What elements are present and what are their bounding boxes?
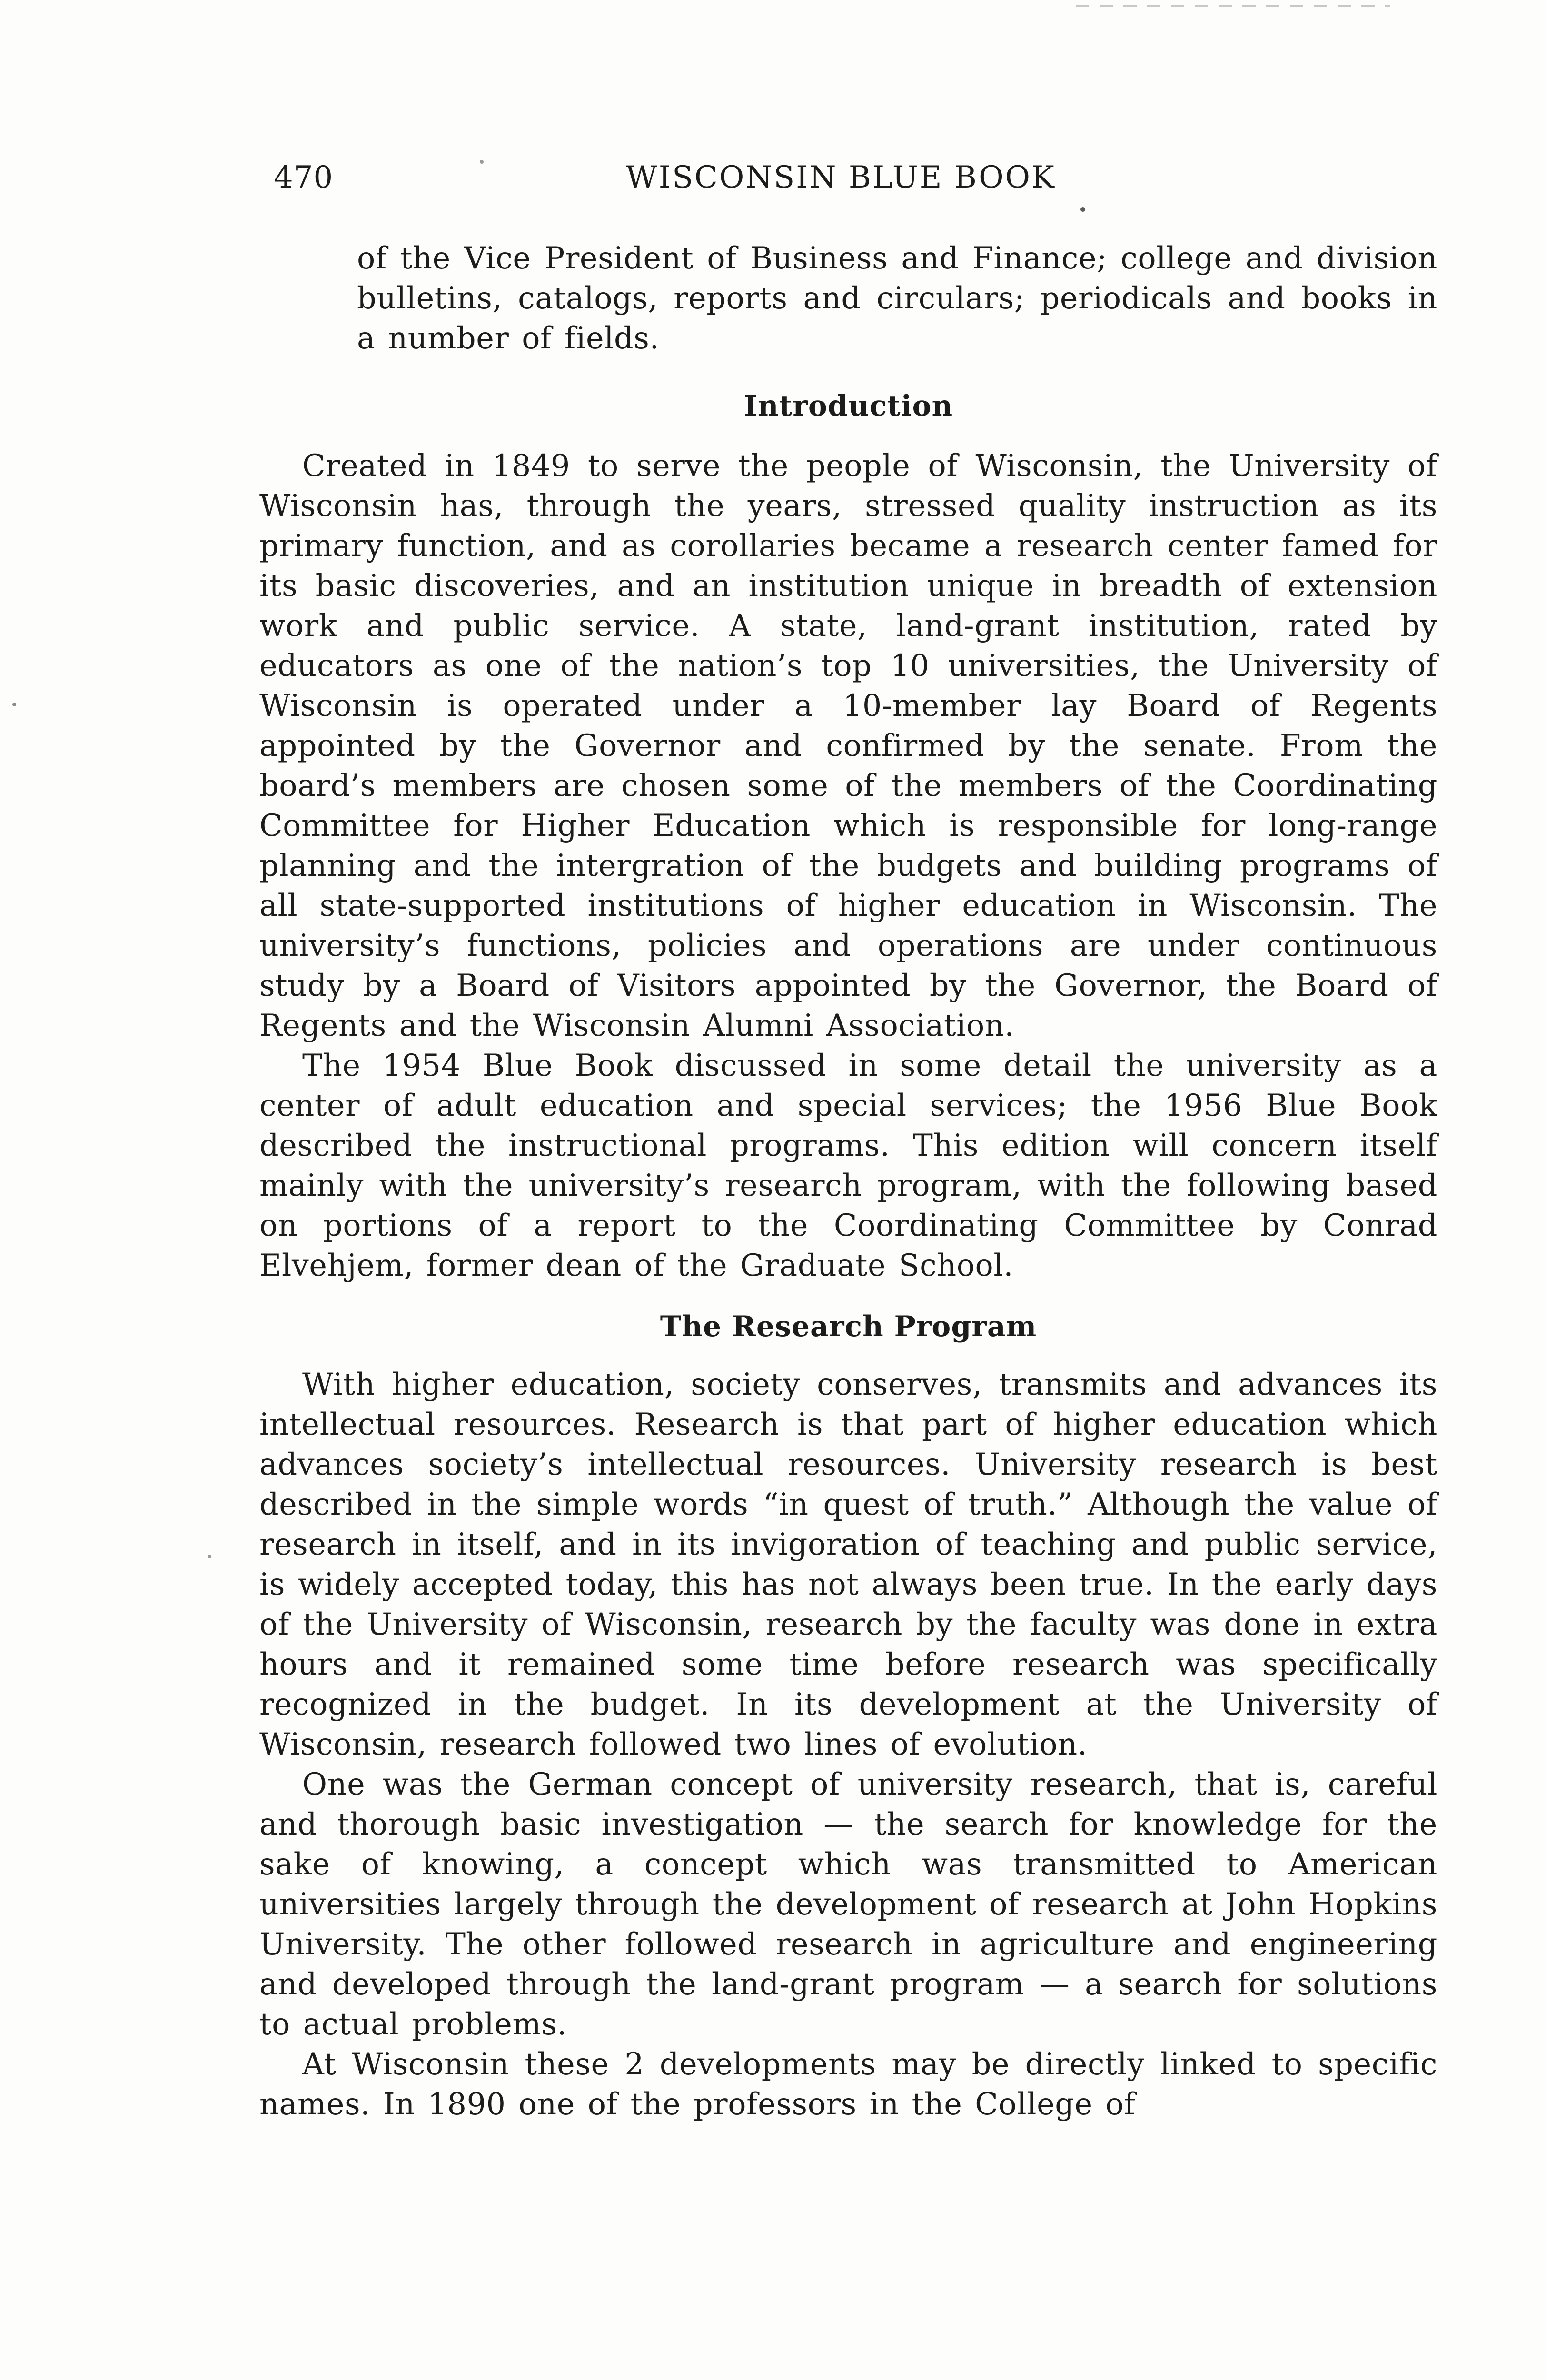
- stray-dot: [208, 1555, 211, 1558]
- paragraph: The 1954 Blue Book discussed in some detail the university as a center of adult education and special services; the 1956 Blue Book described the instructional programs. This edition will concern itself mainly with the university’s research program, with the following based on portions of a report to the Coordinating Committee by Conrad Elvehjem, former dean of the Graduate School.: [259, 1048, 1437, 1283]
- paragraph: Created in 1849 to serve the people of Wisconsin, the University of Wisconsin has, through the years, stressed quality instruction as its primary function, and as corollaries became a research center famed for its basic discoveries, and an institution unique in breadth of extension work and public service. A state, land-grant institution, rated by educators as one of the nation’s top 10 universities, the University of Wisconsin is operated under a 10-member lay Board of Regents appointed by the Governor and confirmed by the senate. From the board’s members are chosen some of the members of the Coordinating Committee for Higher Education which is responsible for long-range planning and the intergration of the budgets and building programs of all state-supported institutions of higher education in Wisconsin. The university’s functions, policies and operations are under continuous study by a Board of Visitors appointed by the Governor, the Board of Regents and the Wisconsin Alumni Association.: [259, 448, 1437, 1043]
- text-column: [259, 238, 1437, 2124]
- running-title: WISCONSIN BLUE BOOK: [626, 160, 1056, 195]
- running-head: [274, 151, 1440, 204]
- introduction-heading: Introduction: [743, 389, 953, 423]
- paragraph: One was the German concept of university research, that is, careful and thorough basic investigation — the search for knowledge for the sake of knowing, a concept which was transmitted to American universities largely through the development of research at John Hopkins University. The other followed research in agriculture and engineering and developed through the land-grant program — a search for solutions to actual problems.: [259, 1766, 1437, 2042]
- stray-dot: [12, 703, 16, 706]
- continued-paragraph: of the Vice President of Business and Finance; college and division bulletins, catalogs, reports and circulars; periodicals and books in a number of fields.: [357, 240, 1437, 356]
- research-program-heading: The Research Program: [660, 1310, 1037, 1343]
- paragraph: With higher education, society conserves, transmits and advances its intellectual resources. Research is that part of higher education which advances society’s intellectual resources. University research is best described in the simple words “in quest of truth.” Although the value of research in itself, and in its invigoration of teaching and public service, is widely accepted today, this has not always been true. In the early days of the University of Wisconsin, research by the faculty was done in extra hours and it remained some time before research was specifically recognized in the budget. In its development at the University of Wisconsin, research followed two lines of evolution.: [259, 1367, 1437, 1762]
- stray-dot: [1080, 207, 1085, 212]
- page-number: 470: [274, 160, 334, 195]
- paragraph: At Wisconsin these 2 developments may be directly linked to specific names. In 1890 one of the professors in the College of: [259, 2046, 1437, 2122]
